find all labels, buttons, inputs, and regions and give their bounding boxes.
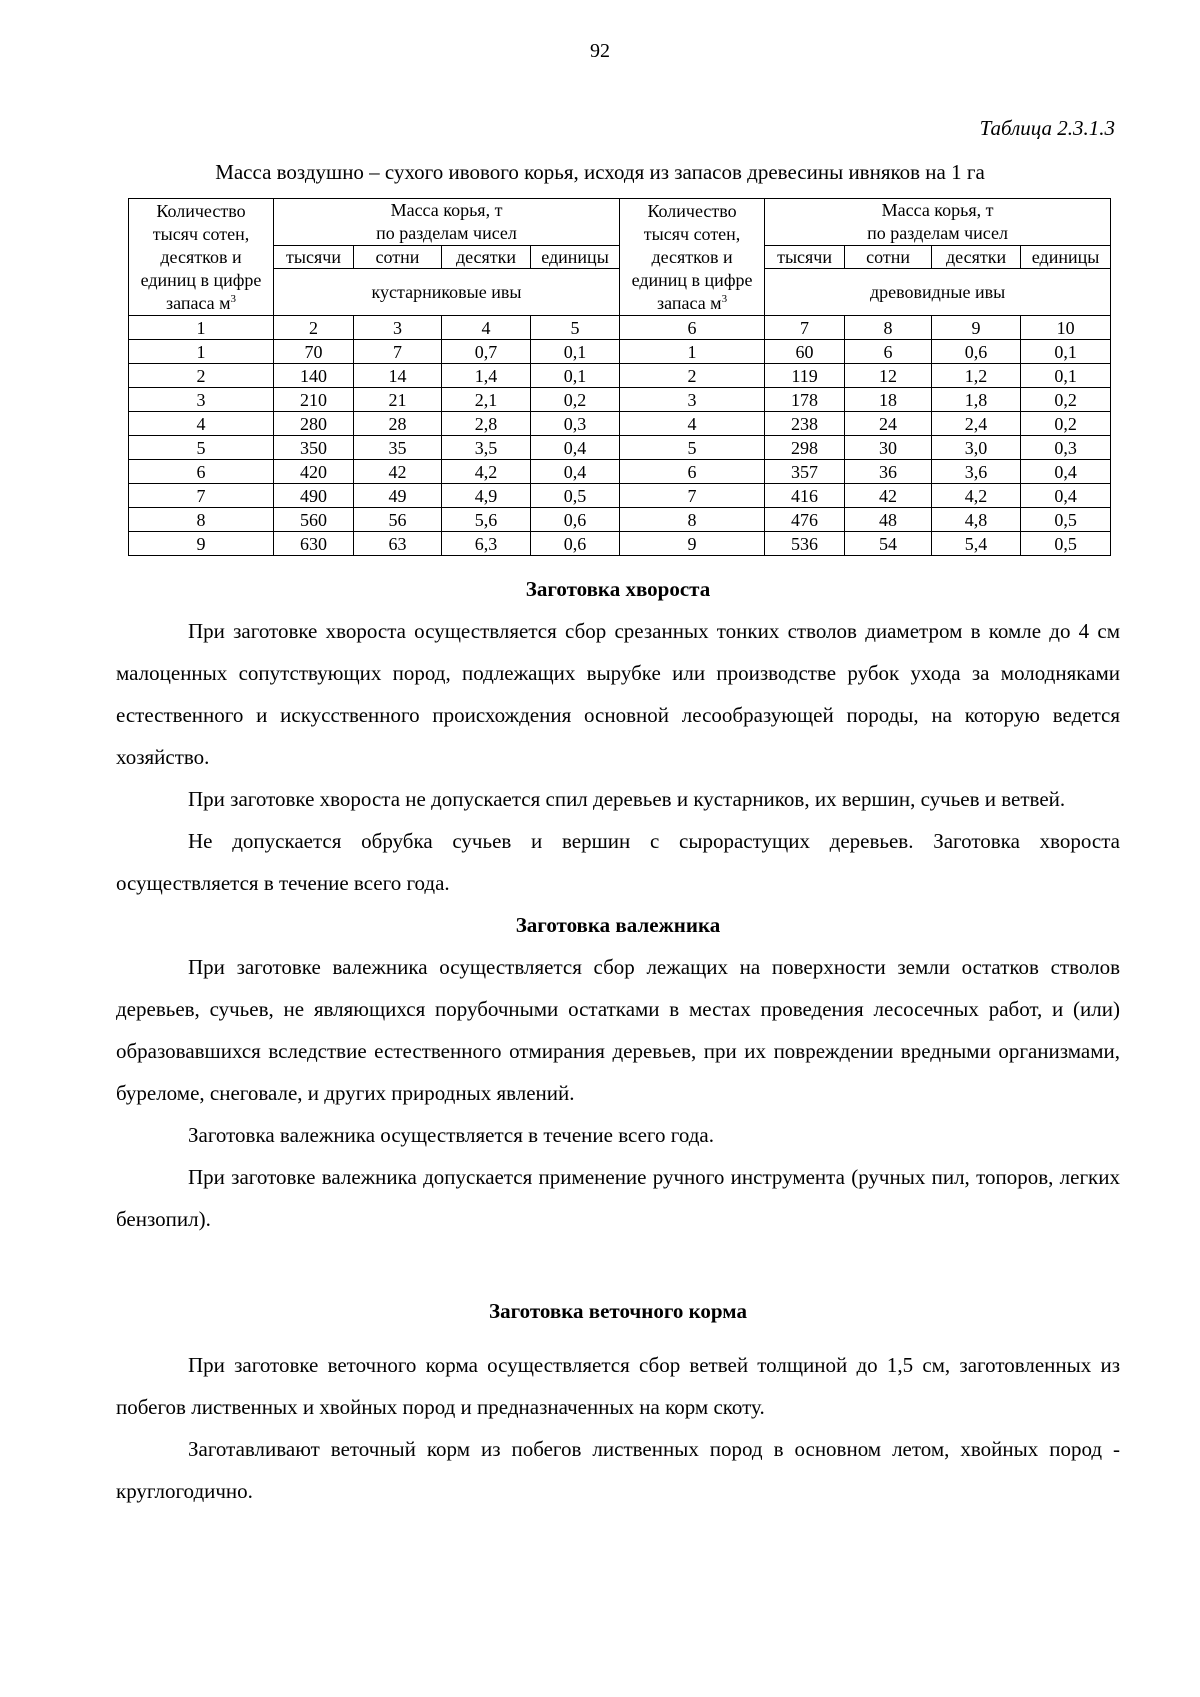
- table-cell: 5: [129, 436, 274, 460]
- table-cell: 5,6: [442, 508, 531, 532]
- table-cell: 0,1: [531, 340, 620, 364]
- table-cell: 0,3: [531, 412, 620, 436]
- table-cell: 9: [620, 532, 765, 556]
- table-cell: 476: [765, 508, 845, 532]
- table-row: [129, 460, 1111, 484]
- table-cell: 0,5: [1021, 508, 1111, 532]
- table-cell: 2,1: [442, 388, 531, 412]
- table-cell: 0,4: [531, 460, 620, 484]
- table-cell: 48: [845, 508, 932, 532]
- table-reference: Таблица 2.3.1.3: [979, 116, 1115, 140]
- table-cell: 70: [274, 340, 354, 364]
- table-cell: 536: [765, 532, 845, 556]
- table-cell: 0,6: [531, 532, 620, 556]
- table-cell: 119: [765, 364, 845, 388]
- text-block-brushwood: [116, 568, 1120, 1240]
- table-cell: 6,3: [442, 532, 531, 556]
- table-cell: 0,1: [1021, 340, 1111, 364]
- table-caption: Масса воздушно – сухого ивового корья, исходя из запасов древесины ивняков на 1 га: [215, 160, 985, 184]
- table-cell: 0,4: [1021, 460, 1111, 484]
- table-row: [129, 436, 1111, 460]
- table-cell: 5,4: [932, 532, 1021, 556]
- column-number: 10: [1021, 316, 1111, 340]
- bark-mass-table: [128, 198, 1111, 556]
- table-cell: 210: [274, 388, 354, 412]
- table-cell: 54: [845, 532, 932, 556]
- subheader-thousands: тысячи: [274, 246, 354, 269]
- table-cell: 490: [274, 484, 354, 508]
- table-cell: 0,2: [531, 388, 620, 412]
- table-cell: 3,0: [932, 436, 1021, 460]
- table-cell: 4: [620, 412, 765, 436]
- table-cell: 49: [354, 484, 442, 508]
- table-cell: 4: [129, 412, 274, 436]
- quantity-header-left: Количество тысяч сотен, десятков и единиц в цифре запаса $м^3$: [129, 199, 274, 316]
- table-cell: 56: [354, 508, 442, 532]
- table-cell: 2: [620, 364, 765, 388]
- table-cell: 0,5: [531, 484, 620, 508]
- table-cell: 12: [845, 364, 932, 388]
- paragraph: При заготовке хвороста не допускается спил деревьев и кустарников, их вершин, сучьев и ветвей.: [188, 787, 1066, 811]
- table-cell: 0,4: [1021, 484, 1111, 508]
- table-cell: 6: [620, 460, 765, 484]
- table-cell: 35: [354, 436, 442, 460]
- column-number: 7: [765, 316, 845, 340]
- group-shrub-willows: кустарниковые ивы: [274, 269, 620, 316]
- table-cell: 60: [765, 340, 845, 364]
- table-cell: 14: [354, 364, 442, 388]
- column-number: 6: [620, 316, 765, 340]
- table-cell: 36: [845, 460, 932, 484]
- table-cell: 7: [620, 484, 765, 508]
- paragraph: Не допускается обрубка сучьев и вершин с сырорастущих деревьев. Заготовка хвороста осуществляется в течение всего года.: [116, 829, 1120, 895]
- table-cell: 21: [354, 388, 442, 412]
- column-number: 2: [274, 316, 354, 340]
- paragraph: При заготовке валежника осуществляется сбор лежащих на поверхности земли остатков стволов деревьев, сучьев, не являющихся порубочными остатками в местах проведения лесосечных работ, и (или) образовавшихся вследствие естественного отмирания деревьев, при их повреждении вредными организмами, буреломе, снеговале, и других природных явлений.: [116, 955, 1120, 1105]
- table-cell: 0,7: [442, 340, 531, 364]
- table-cell: 238: [765, 412, 845, 436]
- table-cell: 280: [274, 412, 354, 436]
- column-number: 5: [531, 316, 620, 340]
- table-row: [129, 388, 1111, 412]
- table-cell: 8: [129, 508, 274, 532]
- table-row: [129, 340, 1111, 364]
- table-cell: 0,1: [1021, 364, 1111, 388]
- table-cell: 8: [620, 508, 765, 532]
- table-cell: 560: [274, 508, 354, 532]
- table-cell: 298: [765, 436, 845, 460]
- table-cell: 2: [129, 364, 274, 388]
- table-row: [129, 484, 1111, 508]
- column-number: 9: [932, 316, 1021, 340]
- section-heading-brushwood: Заготовка хвороста: [525, 577, 711, 601]
- section-heading-deadwood: Заготовка валежника: [515, 913, 721, 937]
- table-cell: 6: [845, 340, 932, 364]
- table-cell: 630: [274, 532, 354, 556]
- table-cell: 178: [765, 388, 845, 412]
- table-cell: 63: [354, 532, 442, 556]
- table-cell: 0,6: [531, 508, 620, 532]
- table-cell: 0,2: [1021, 412, 1111, 436]
- table-cell: 1,4: [442, 364, 531, 388]
- table-cell: 416: [765, 484, 845, 508]
- table-cell: 5: [620, 436, 765, 460]
- table-cell: 1,8: [932, 388, 1021, 412]
- column-number: 1: [129, 316, 274, 340]
- table-cell: 0,5: [1021, 532, 1111, 556]
- table-cell: 4,2: [442, 460, 531, 484]
- table-cell: 3,6: [932, 460, 1021, 484]
- paragraph: Заготовка валежника осуществляется в течение всего года.: [188, 1123, 714, 1147]
- table-cell: 4,9: [442, 484, 531, 508]
- column-number: 8: [845, 316, 932, 340]
- table-cell: 3,5: [442, 436, 531, 460]
- table-cell: 42: [354, 460, 442, 484]
- paragraph: При заготовке валежника допускается применение ручного инструмента (ручных пил, топоров, легких бензопил).: [116, 1165, 1120, 1231]
- table-cell: 30: [845, 436, 932, 460]
- paragraph: При заготовке веточного корма осуществляется сбор ветвей толщиной до 1,5 см, заготовленных из побегов лиственных и хвойных пород и предназначенных на корм скоту.: [116, 1353, 1120, 1419]
- table-cell: 0,4: [531, 436, 620, 460]
- table-cell: 6: [129, 460, 274, 484]
- group-tree-willows: древовидные ивы: [765, 269, 1111, 316]
- table-row: [129, 412, 1111, 436]
- subheader-tens: десятки: [932, 246, 1021, 269]
- table-cell: 3: [129, 388, 274, 412]
- section-heading-fodder: Заготовка веточного корма: [489, 1299, 747, 1323]
- table-cell: 357: [765, 460, 845, 484]
- paragraph: Заготавливают веточный корм из побегов лиственных пород в основном летом, хвойных пород - круглогодично.: [116, 1437, 1120, 1503]
- table-cell: 42: [845, 484, 932, 508]
- table-body: [129, 340, 1111, 556]
- table-cell: 2,4: [932, 412, 1021, 436]
- subheader-units: единицы: [1021, 246, 1111, 269]
- table-cell: 18: [845, 388, 932, 412]
- table-cell: 3: [620, 388, 765, 412]
- table-cell: 4,2: [932, 484, 1021, 508]
- table-cell: 1: [129, 340, 274, 364]
- table-cell: 140: [274, 364, 354, 388]
- table-cell: 4,8: [932, 508, 1021, 532]
- text-block-fodder: [116, 1290, 1120, 1512]
- column-number-row: [129, 316, 1111, 340]
- table-cell: 1: [620, 340, 765, 364]
- table-cell: 1,2: [932, 364, 1021, 388]
- table-cell: 7: [354, 340, 442, 364]
- table-cell: 420: [274, 460, 354, 484]
- mass-header-left: Масса корья, т по разделам чисел: [274, 199, 620, 246]
- table-row: [129, 364, 1111, 388]
- subheader-tens: десятки: [442, 246, 531, 269]
- table-cell: 7: [129, 484, 274, 508]
- table-cell: 0,1: [531, 364, 620, 388]
- table-cell: 0,2: [1021, 388, 1111, 412]
- table-cell: 28: [354, 412, 442, 436]
- column-number: 3: [354, 316, 442, 340]
- table-cell: 0,6: [932, 340, 1021, 364]
- table-cell: 24: [845, 412, 932, 436]
- subheader-thousands: тысячи: [765, 246, 845, 269]
- mass-header-right: Масса корья, т по разделам чисел: [765, 199, 1111, 246]
- table-row: [129, 532, 1111, 556]
- paragraph: При заготовке хвороста осуществляется сбор срезанных тонких стволов диаметром в комле до 4 см малоценных сопутствующих пород, подлежащих вырубке или производстве рубок ухода за молодняками естественного и искусственного происхождения основной лесообразующей породы, на которую ведется хозяйство.: [116, 619, 1120, 769]
- subheader-units: единицы: [531, 246, 620, 269]
- table-cell: 9: [129, 532, 274, 556]
- table-cell: 2,8: [442, 412, 531, 436]
- table-row: [129, 508, 1111, 532]
- subheader-hundreds: сотни: [354, 246, 442, 269]
- table-cell: 0,3: [1021, 436, 1111, 460]
- column-number: 4: [442, 316, 531, 340]
- page-number: 92: [590, 40, 610, 62]
- quantity-header-right: Количество тысяч сотен, десятков и единиц в цифре запаса $м^3$: [620, 199, 765, 316]
- subheader-hundreds: сотни: [845, 246, 932, 269]
- table-cell: 350: [274, 436, 354, 460]
